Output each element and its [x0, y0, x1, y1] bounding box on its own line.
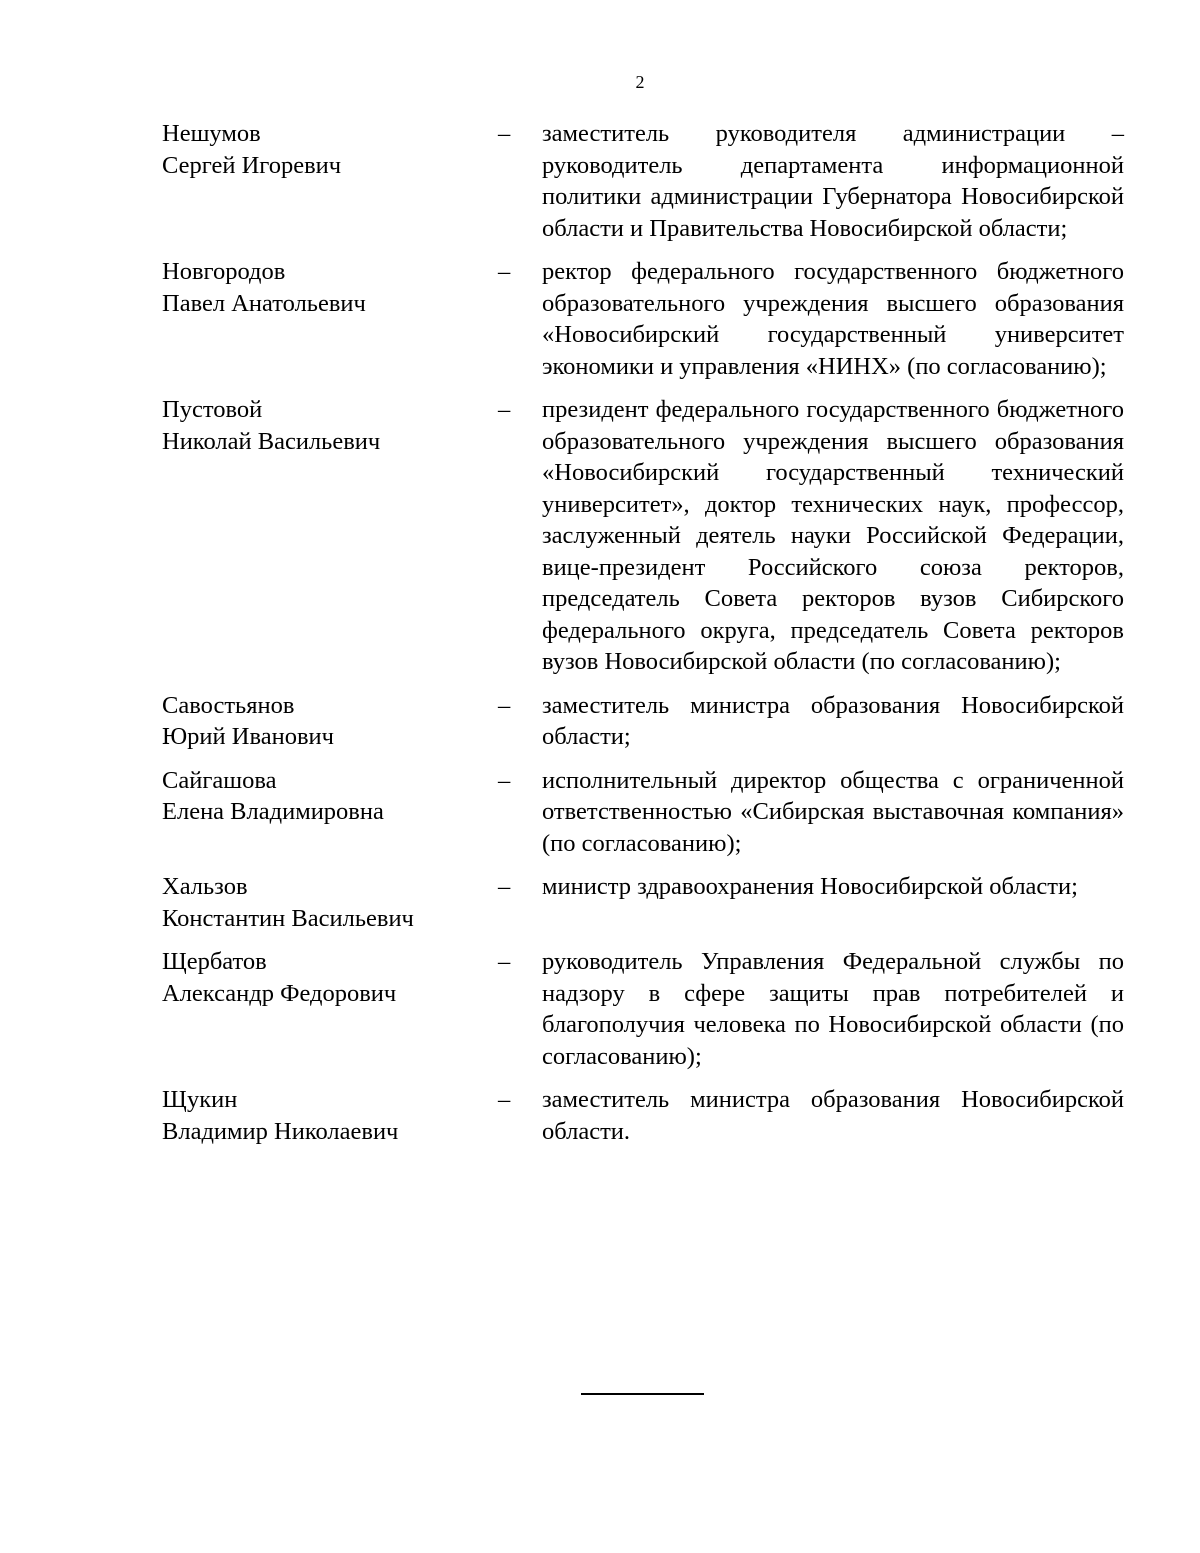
member-name	[162, 690, 498, 753]
member-surname: Щербатов	[162, 948, 267, 975]
page-number: 2	[635, 72, 645, 92]
member-role: министр здравоохранения Новосибирской области;	[542, 873, 1078, 900]
end-of-list-rule	[581, 1393, 704, 1395]
member-surname: Щукин	[162, 1086, 238, 1113]
member-given-names: Павел Анатольевич	[162, 289, 366, 317]
member-surname: Сайгашова	[162, 766, 277, 794]
member-name	[162, 256, 498, 319]
member-name	[162, 946, 498, 1009]
member-role: заместитель руководителя администрации – руководитель департамента информационной политики администрации Губернатора Новосибирской области и Правительства Новосибирской области;	[542, 120, 1124, 242]
member-dash: –	[498, 396, 511, 423]
member-surname: Пустовой	[162, 396, 263, 423]
member-surname: Новгородов	[162, 258, 286, 285]
member-role: руководитель Управления Федеральной службы по надзору в сфере защиты прав потребителей и благополучия человека по Новосибирской области (по согласованию);	[542, 948, 1124, 1070]
member-given-names: Александр Федорович	[162, 979, 397, 1007]
member-name	[162, 871, 498, 934]
member-given-names: Сергей Игоревич	[162, 151, 342, 179]
member-role: заместитель министра образования Новосибирской области;	[542, 691, 1124, 750]
member-role: заместитель министра образования Новосибирской области.	[542, 1086, 1124, 1145]
member-role: президент федерального государственного бюджетного образовательного учреждения высшего образования «Новосибирский государственный технический университет», доктор технических наук, профессор, заслуженный деятель науки Российской Федерации, вице-президент Российского союза ректоров, председатель Совета ректоров вузов Сибирского федерального округа, председатель Совета ректоров вузов Новосибирской области (по согласованию);	[542, 396, 1124, 675]
member-dash: –	[498, 1086, 511, 1113]
member-entry	[162, 118, 1124, 244]
member-entry	[162, 765, 1124, 860]
member-dash: –	[498, 948, 511, 975]
member-entry	[162, 946, 1124, 1072]
member-given-names: Юрий Иванович	[162, 723, 334, 750]
member-surname: Нешумов	[162, 120, 261, 147]
member-name	[162, 1084, 498, 1147]
member-name	[162, 118, 498, 181]
member-dash: –	[498, 691, 511, 719]
member-entry	[162, 871, 1124, 934]
member-entry	[162, 394, 1124, 678]
member-list	[162, 118, 1124, 1147]
member-role: ректор федерального государственного бюджетного образовательного учреждения высшего образования «Новосибирский государственный университет экономики и управления «НИНХ» (по согласованию);	[542, 258, 1124, 380]
member-role: исполнительный директор общества с ограниченной ответственностью «Сибирская выставочная компания» (по согласованию);	[542, 766, 1124, 857]
member-dash: –	[498, 258, 511, 285]
member-entry	[162, 256, 1124, 382]
member-entry	[162, 690, 1124, 753]
member-entry	[162, 1084, 1124, 1147]
member-given-names: Николай Васильевич	[162, 427, 381, 455]
member-surname: Хальзов	[162, 873, 248, 900]
member-given-names: Константин Васильевич	[162, 904, 414, 932]
member-given-names: Владимир Николаевич	[162, 1117, 399, 1145]
member-dash: –	[498, 120, 511, 147]
member-name	[162, 765, 498, 828]
member-name	[162, 394, 498, 457]
member-given-names: Елена Владимировна	[162, 798, 384, 825]
member-dash: –	[498, 873, 511, 900]
member-surname: Савостьянов	[162, 691, 295, 719]
member-dash: –	[498, 766, 511, 794]
